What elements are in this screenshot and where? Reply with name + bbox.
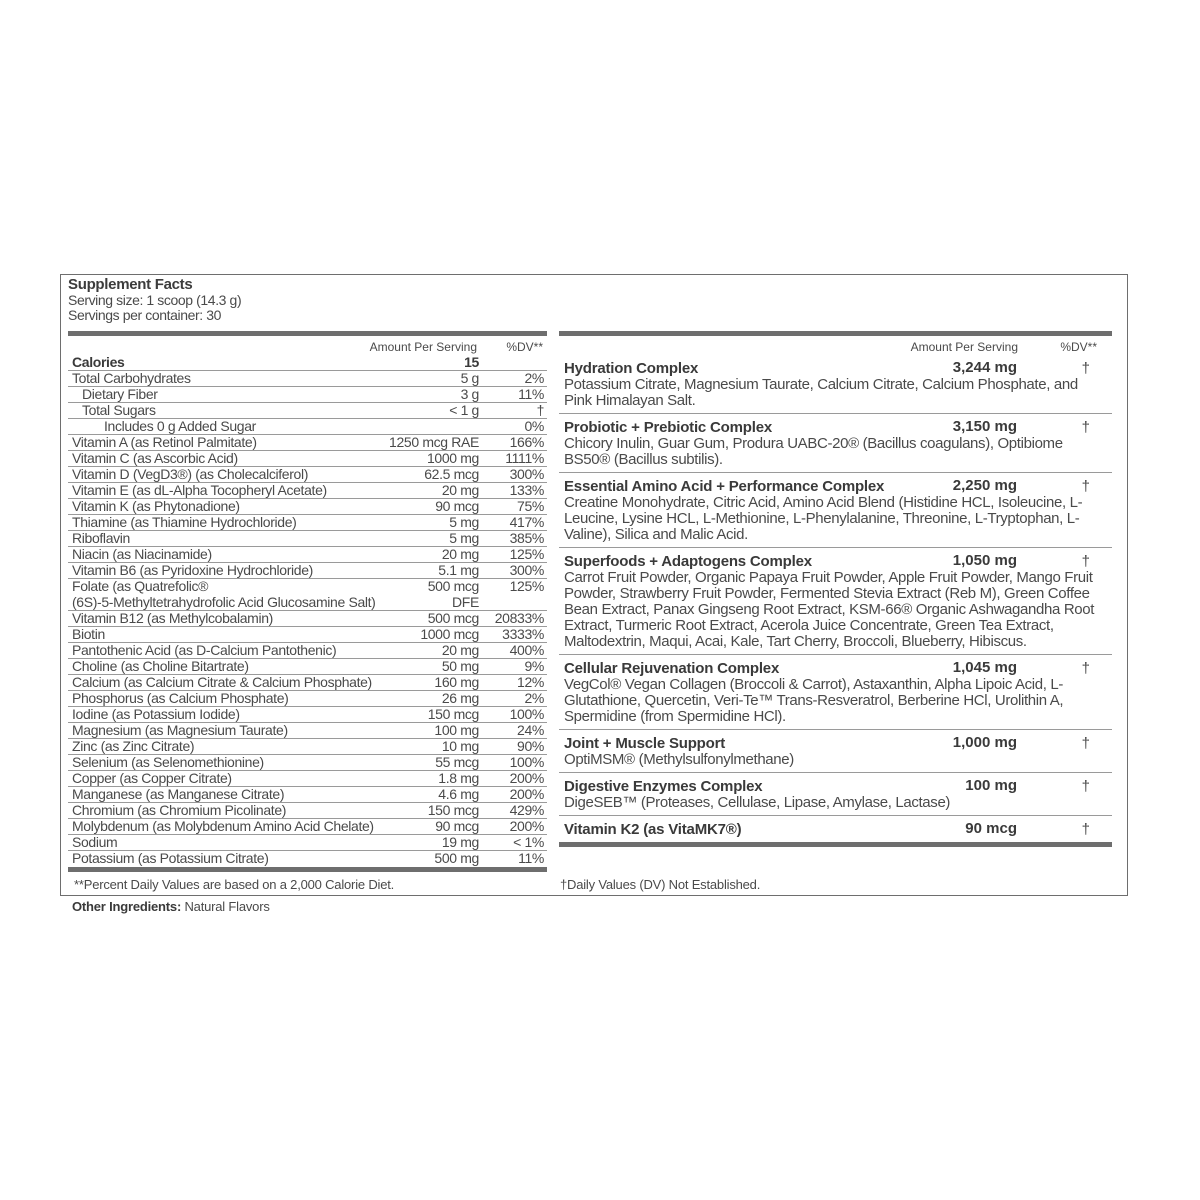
nutrient-name: Total Sugars: [82, 402, 156, 418]
nutrient-name: Selenium (as Selenomethionine): [72, 754, 264, 770]
blend-name: Vitamin K2 (as VitaMK7®): [564, 821, 742, 838]
nutrient-dv: 300%: [509, 466, 544, 482]
nutrient-name: Calcium (as Calcium Citrate & Calcium Phosphate): [72, 674, 372, 690]
nutrient-name: Magnesium (as Magnesium Taurate): [72, 722, 288, 738]
nutrient-dv: 24%: [517, 722, 544, 738]
nutrient-name: Chromium (as Chromium Picolinate): [72, 802, 287, 818]
nutrient-amount: 5 g: [460, 370, 479, 386]
facts-header: [68, 276, 548, 323]
amount-per-serving-header: Amount Per Serving: [910, 340, 1018, 354]
blend-dv: †: [1081, 360, 1090, 377]
nutrient-row: [68, 435, 547, 451]
nutrient-dv: 417%: [509, 514, 544, 530]
nutrient-row: [68, 835, 547, 851]
blend-amount: 1,045 mg: [952, 659, 1017, 676]
nutrient-dv: < 1%: [513, 834, 544, 850]
blend-name: Essential Amino Acid + Performance Complex: [564, 478, 885, 495]
blend-block: [559, 730, 1112, 773]
other-ingredients: [72, 899, 270, 914]
blend-block: [559, 414, 1112, 473]
nutrient-row: [68, 659, 547, 675]
nutrient-name: Folate (as Quatrefolic®: [72, 578, 209, 594]
nutrient-amount: 1000 mg: [426, 450, 479, 466]
nutrient-name: Vitamin A (as Retinol Palmitate): [72, 434, 257, 450]
blend-dv: †: [1081, 478, 1090, 495]
nutrient-row: [68, 403, 547, 419]
nutrient-dv: 100%: [509, 706, 544, 722]
nutrient-row: [68, 531, 547, 547]
nutrient-dv: 166%: [509, 434, 544, 450]
nutrient-dv: 9%: [524, 658, 544, 674]
nutrient-name: Riboflavin: [72, 530, 130, 546]
nutrient-dv: 125%: [509, 578, 544, 594]
other-ingredients-label: Other Ingredients:: [72, 899, 182, 914]
nutrient-row: [68, 787, 547, 803]
blend-ingredients: Potassium Citrate, Magnesium Taurate, Calcium Citrate, Calcium Phosphate, and Pink Himalayan Salt.: [564, 376, 1078, 409]
nutrient-row: [68, 707, 547, 723]
nutrient-amount: 500 mcg: [427, 610, 479, 626]
nutrient-dv: 133%: [509, 482, 544, 498]
nutrient-amount: 160 mg: [434, 674, 479, 690]
dv-header: %DV**: [506, 340, 543, 354]
nutrient-row: [68, 755, 547, 771]
nutrient-dv: 429%: [509, 802, 544, 818]
nutrient-amount: 90 mcg: [435, 818, 479, 834]
amount-per-serving-header: Amount Per Serving: [369, 340, 477, 354]
nutrient-amount: 3 g: [460, 386, 479, 402]
nutrient-name: Manganese (as Manganese Citrate): [72, 786, 285, 802]
left-rows: [68, 355, 547, 867]
nutrient-row: [68, 499, 547, 515]
nutrient-row: [68, 643, 547, 659]
nutrient-row: [68, 675, 547, 691]
nutrient-row: [68, 563, 547, 579]
blend-name: Digestive Enzymes Complex: [564, 778, 763, 795]
nutrient-dv: 1111%: [505, 450, 544, 466]
nutrient-row: [68, 387, 547, 403]
nutrient-name: Vitamin C (as Ascorbic Acid): [72, 450, 238, 466]
blend-name: Superfoods + Adaptogens Complex: [564, 553, 812, 570]
blend-amount: 3,244 mg: [952, 359, 1017, 376]
dv-not-established-footnote: †Daily Values (DV) Not Established.: [560, 877, 761, 892]
blend-block: [559, 548, 1112, 655]
nutrient-amount: 55 mcg: [435, 754, 479, 770]
blend-block: [559, 355, 1112, 414]
nutrient-name: Total Carbohydrates: [72, 370, 191, 386]
nutrient-amount: 4.6 mg: [438, 786, 479, 802]
nutrient-dv: 100%: [509, 754, 544, 770]
nutrient-amount: 150 mcg: [427, 802, 479, 818]
nutrient-name: Dietary Fiber: [82, 386, 158, 402]
blend-dv: †: [1081, 553, 1090, 570]
nutrient-row: [68, 451, 547, 467]
nutrient-name: Pantothenic Acid (as D-Calcium Pantothenic): [72, 642, 337, 658]
nutrient-amount: 1.8 mg: [438, 770, 479, 786]
blend-block: [559, 655, 1112, 730]
blend-name: Cellular Rejuvenation Complex: [564, 660, 780, 677]
serving-size: Serving size: 1 scoop (14.3 g): [68, 292, 242, 308]
other-ingredients-value: Natural Flavors: [181, 899, 270, 914]
blend-ingredients: Carrot Fruit Powder, Organic Papaya Fruit Powder, Apple Fruit Powder, Mango Fruit Powder, Strawberry Fruit Powder, Fermented Stevia Extract (Reb M), Green Coffee Bean Extract, Panax Gingseng Root Extract, KSM-66® Organic Ashwagandha Root Extract, Turmeric Root Extract, Acerola Juice Concentrate, Green Tea Extract, Maltodextrin, Maqui, Acai, Kale, Tart Cherry, Broccoli, Blueberry, Hibiscus.: [564, 569, 1095, 650]
divider-thick: [68, 867, 547, 872]
nutrient-dv: 0%: [524, 418, 544, 434]
nutrient-row: [68, 611, 547, 627]
nutrient-amount: 1000 mcg: [420, 626, 479, 642]
nutrient-dv: 90%: [517, 738, 544, 754]
nutrient-name: Thiamine (as Thiamine Hydrochloride): [72, 514, 297, 530]
blend-dv: †: [1081, 735, 1090, 752]
nutrient-amount: 500 mg: [434, 850, 479, 866]
nutrient-dv: †: [536, 402, 544, 418]
nutrient-amount: 5.1 mg: [438, 562, 479, 578]
nutrient-amount: 20 mg: [441, 482, 479, 498]
nutrient-name: Calories: [72, 354, 125, 370]
facts-title: Supplement Facts: [68, 276, 193, 293]
nutrient-name: Niacin (as Niacinamide): [72, 546, 212, 562]
nutrient-dv: 200%: [509, 770, 544, 786]
nutrient-row: [68, 579, 547, 595]
nutrient-dv: 200%: [509, 818, 544, 834]
blend-ingredients: VegCol® Vegan Collagen (Broccoli & Carrot), Astaxanthin, Alpha Lipoic Acid, L-Glutathione, Quercetin, Veri-Te™ Trans-Resveratrol, Berberine HCl, Urolithin A, Spermidine (from Spermidine HCl).: [564, 676, 1064, 725]
nutrient-row: [68, 739, 547, 755]
blend-block: [559, 773, 1112, 816]
nutrient-dv: 125%: [509, 546, 544, 562]
blend-amount: 100 mg: [965, 777, 1017, 794]
nutrient-name: Iodine (as Potassium Iodide): [72, 706, 240, 722]
nutrient-name: Sodium: [72, 834, 118, 850]
nutrient-amount: 150 mcg: [427, 706, 479, 722]
nutrient-row: [68, 723, 547, 739]
nutrient-amount: 1250 mcg RAE: [389, 434, 479, 450]
nutrient-dv: 2%: [524, 370, 544, 386]
dv-header: %DV**: [1060, 340, 1097, 354]
nutrient-dv: 200%: [509, 786, 544, 802]
nutrient-name: Copper (as Copper Citrate): [72, 770, 232, 786]
servings-per-container: Servings per container: 30: [68, 307, 222, 323]
nutrient-amount: 5 mg: [449, 514, 479, 530]
nutrient-name: Vitamin K (as Phytonadione): [72, 498, 240, 514]
right-blocks: [559, 355, 1112, 842]
blend-block: [559, 816, 1112, 842]
nutrient-amount: 26 mg: [441, 690, 479, 706]
left-nutrient-table: [68, 331, 547, 872]
blend-name: Hydration Complex: [564, 360, 699, 377]
nutrient-dv: 20833%: [494, 610, 544, 626]
right-blend-table: [559, 331, 1112, 847]
nutrient-dv: 12%: [517, 674, 544, 690]
nutrient-row: [68, 547, 547, 563]
blend-amount: 2,250 mg: [952, 477, 1017, 494]
nutrient-row: [68, 627, 547, 643]
nutrient-name: Molybdenum (as Molybdenum Amino Acid Chelate): [72, 818, 374, 834]
nutrient-amount: 20 mg: [441, 642, 479, 658]
nutrient-row: [68, 355, 547, 371]
blend-amount: 1,000 mg: [952, 734, 1017, 751]
nutrient-dv: 3333%: [502, 626, 544, 642]
nutrient-dv: 11%: [518, 850, 544, 866]
dv-footnote: **Percent Daily Values are based on a 2,000 Calorie Diet.: [74, 877, 395, 892]
blend-block: [559, 473, 1112, 548]
nutrient-dv: 75%: [517, 498, 544, 514]
blend-amount: 1,050 mg: [952, 552, 1017, 569]
nutrient-row: [68, 483, 547, 499]
nutrient-row: [68, 467, 547, 483]
nutrient-row: [68, 371, 547, 387]
nutrient-row: [68, 691, 547, 707]
blend-name: Probiotic + Prebiotic Complex: [564, 419, 772, 436]
blend-ingredients: DigeSEB™ (Proteases, Cellulase, Lipase, Amylase, Lactase): [564, 794, 951, 811]
blend-amount: 90 mcg: [965, 820, 1017, 837]
left-column-header: [68, 336, 547, 355]
divider-thick: [559, 842, 1112, 847]
nutrient-amount: 50 mg: [441, 658, 479, 674]
blend-name: Joint + Muscle Support: [564, 735, 726, 752]
nutrient-name: (6S)-5-Methyltetrahydrofolic Acid Glucosamine Salt): [72, 594, 376, 610]
nutrient-amount: 10 mg: [441, 738, 479, 754]
nutrient-name: Vitamin B12 (as Methylcobalamin): [72, 610, 273, 626]
nutrient-amount: 15: [464, 354, 479, 370]
nutrient-amount: < 1 g: [449, 402, 479, 418]
blend-amount: 3,150 mg: [952, 418, 1017, 435]
right-column-header: [559, 336, 1112, 355]
nutrient-dv: 300%: [509, 562, 544, 578]
blend-ingredients: Chicory Inulin, Guar Gum, Produra UABC-20® (Bacillus coagulans), Optibiome BS50® (Bacillus subtilis).: [564, 435, 1063, 468]
nutrient-amount: 5 mg: [449, 530, 479, 546]
nutrient-name: Vitamin B6 (as Pyridoxine Hydrochloride): [72, 562, 313, 578]
nutrient-name: Potassium (as Potassium Citrate): [72, 850, 269, 866]
nutrient-row: [68, 771, 547, 787]
nutrient-amount: 500 mcg: [427, 578, 479, 594]
nutrient-name: Includes 0 g Added Sugar: [104, 418, 256, 434]
nutrient-row: [68, 515, 547, 531]
nutrient-amount: 100 mg: [434, 722, 479, 738]
nutrient-name: Biotin: [72, 626, 105, 642]
nutrient-name: Choline (as Choline Bitartrate): [72, 658, 249, 674]
blend-ingredients: OptiMSM® (Methylsulfonylmethane): [564, 751, 794, 768]
nutrient-amount: 19 mg: [441, 834, 479, 850]
nutrient-amount: DFE: [452, 594, 479, 610]
nutrient-row: [68, 819, 547, 835]
nutrient-name: Phosphorus (as Calcium Phosphate): [72, 690, 289, 706]
blend-dv: †: [1081, 660, 1090, 677]
nutrient-dv: 400%: [509, 642, 544, 658]
nutrient-amount: 90 mcg: [435, 498, 479, 514]
nutrient-name: Vitamin E (as dL-Alpha Tocopheryl Acetate): [72, 482, 327, 498]
nutrient-row: [68, 803, 547, 819]
blend-ingredients: Creatine Monohydrate, Citric Acid, Amino Acid Blend (Histidine HCL, Isoleucine, L-Leucine, Lysine HCL, L-Methionine, L-Phenylalanine, Threonine, L-Tryptophan, L-Valine), Silica and Malic Acid.: [564, 494, 1083, 543]
nutrient-amount: 62.5 mcg: [424, 466, 479, 482]
nutrient-row: [68, 851, 547, 867]
blend-dv: †: [1081, 419, 1090, 436]
blend-dv: †: [1081, 821, 1090, 838]
nutrient-dv: 385%: [509, 530, 544, 546]
nutrient-amount: 20 mg: [441, 546, 479, 562]
blend-dv: †: [1081, 778, 1090, 795]
nutrient-row: [68, 595, 547, 611]
nutrient-row: [68, 419, 547, 435]
nutrient-name: Vitamin D (VegD3®) (as Cholecalciferol): [72, 466, 309, 482]
nutrient-dv: 2%: [524, 690, 544, 706]
nutrient-dv: 11%: [518, 386, 544, 402]
nutrient-name: Zinc (as Zinc Citrate): [72, 738, 195, 754]
